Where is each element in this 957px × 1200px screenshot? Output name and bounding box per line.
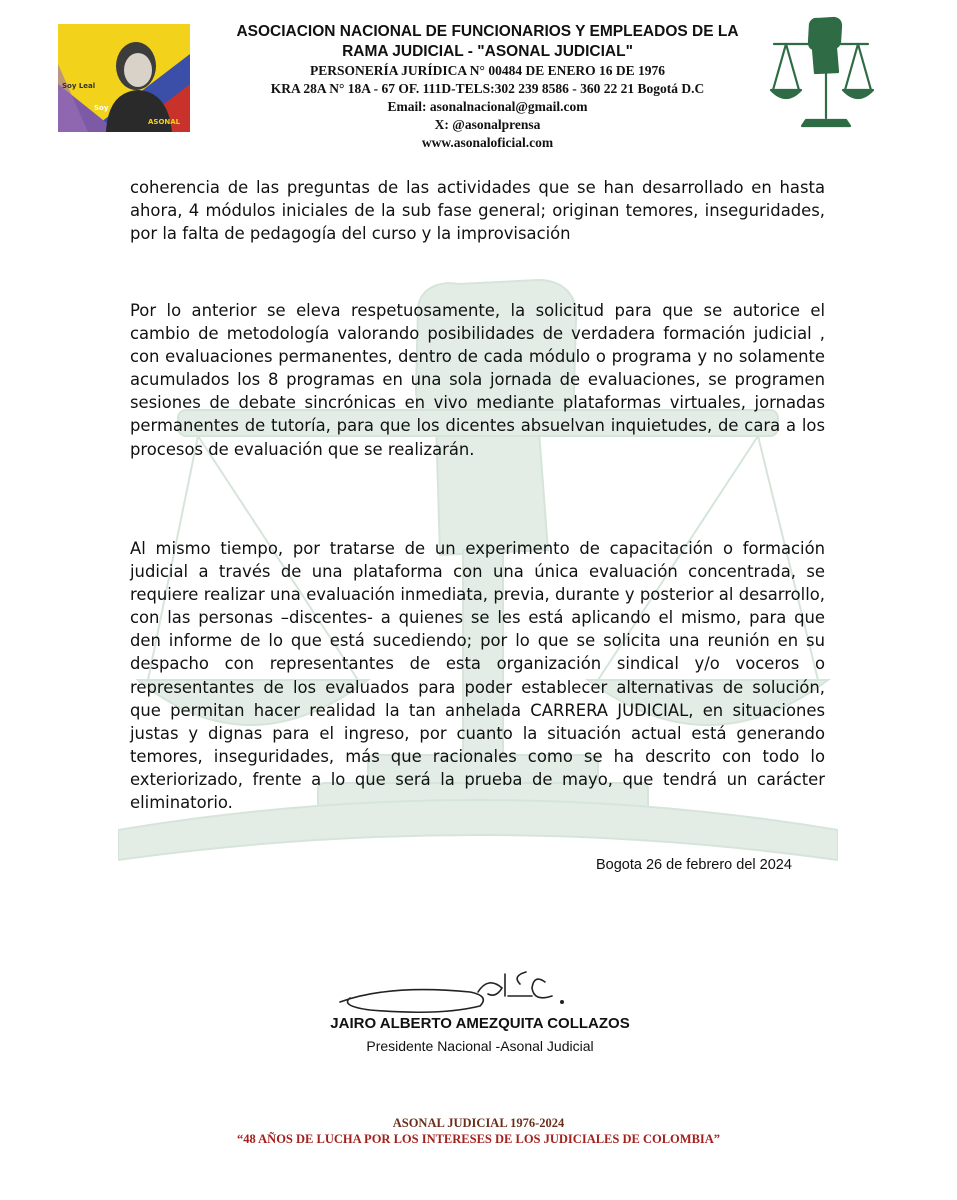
website: www.asonaloficial.com <box>421 135 554 150</box>
address-phones: KRA 28A N° 18A - 67 OF. 111D-TELS:302 239 8586 - 360 22 21 Bogotá D.C <box>270 81 705 96</box>
asonal-logo-left <box>58 24 190 132</box>
document-date: Bogota 26 de febrero del 2024 <box>596 857 792 873</box>
fist-scales-of-justice-icon <box>768 14 874 132</box>
paragraph-2: Por lo anterior se eleva respetuosamente, la solicitud para que se autorice el cambio de metodología valorando posibilidades de verdadera formación judicial , con evaluaciones permanentes, dentro de cada módulo o programa y no solamente acumulados los 8 programas en una sola jornada de evaluaciones, se programen sesiones de debate sincrónicas en vivo mediante plataformas virtuales, jornadas permanentes de tutoría, para que los dicentes absuelvan inquietudes, de cara a los procesos de evaluación que se realizarán. <box>130 301 825 459</box>
logo-text-asonal: ASONAL <box>148 118 181 126</box>
footer-org-years: ASONAL JUDICIAL 1976-2024 <box>392 1116 565 1130</box>
paragraph-3: Al mismo tiempo, por tratarse de un experimento de capacitación o formación judicial a través de una plataforma con una única evaluación concentrada, se requiere realizar una evaluación inmediata, previa, durante y posterior al desarrollo, con las personas –discentes- a quienes se les está aplicando el mismo, para que den informe de lo que está sucediendo; por lo que se solicita una reunión en su despacho con representantes de esta organización sindical y/o voceros o representantes de los evaluados para poder establecer alternativas de solución, que permitan hacer realidad la tan anhelada CARRERA JUDICIAL, en situaciones justas y dignas para el ingreso, por cuanto la situación actual está generando temores, inseguridades, más que racionales como se ha descrito con todo lo exteriorizado, frente a lo que será la prueba de mayo, que tendrá un carácter eliminatorio. <box>130 539 825 813</box>
logo-text-soy-leal: Soy Leal <box>62 82 96 90</box>
signer-name: JAIRO ALBERTO AMEZQUITA COLLAZOS <box>330 1015 630 1032</box>
org-name-line-2: RAMA JUDICIAL - "ASONAL JUDICIAL" <box>342 43 633 60</box>
letterhead <box>195 22 780 152</box>
signer-title: Presidente Nacional -Asonal Judicial <box>366 1038 594 1054</box>
email: Email: asonalnacional@gmail.com <box>387 99 588 114</box>
logo-text-soy: Soy <box>94 104 109 112</box>
footer-slogan: “48 AÑOS DE LUCHA POR LOS INTERESES DE LOS JUDICIALES DE COLOMBIA” <box>236 1132 721 1146</box>
paragraph-1: coherencia de las preguntas de las actividades que se han desarrollado en hasta ahora, 4 módulos iniciales de la sub fase general; originan temores, inseguridades, por la falta de pedagogía del curso y la improvisación <box>130 178 825 244</box>
org-name-line-1: ASOCIACION NACIONAL DE FUNCIONARIOS Y EMPLEADOS DE LA <box>236 23 739 40</box>
legal-registration: PERSONERÍA JURÍDICA N° 00484 DE ENERO 16 DE 1976 <box>310 63 665 78</box>
handwritten-signature <box>330 962 580 1020</box>
logo-background <box>58 24 190 132</box>
x-handle: X: @asonalprensa <box>434 117 541 132</box>
